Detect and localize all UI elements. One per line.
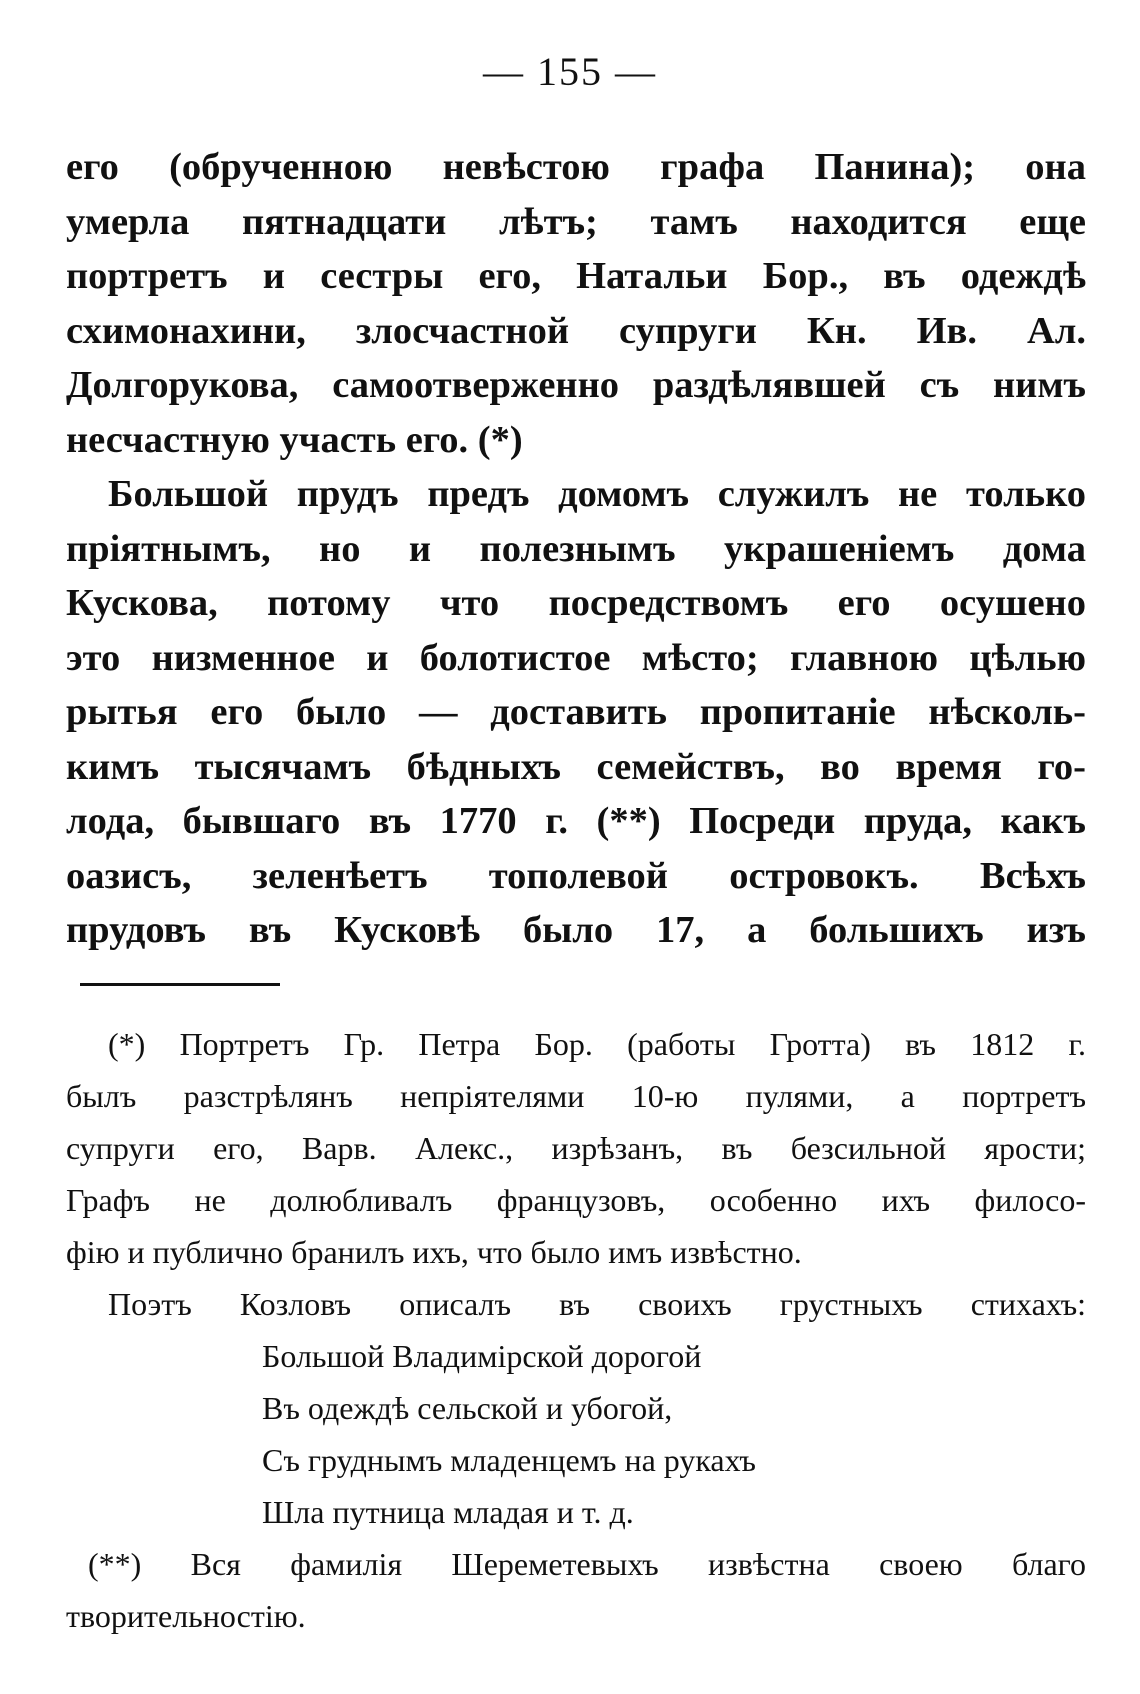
text-line: схимонахини, злосчастной супруги Кн. Ив. Ал.: [66, 309, 1086, 352]
main-text: [66, 140, 1086, 958]
text-line: прудовъ въ Кусковѣ было 17, а большихъ изъ: [66, 909, 1086, 951]
poem-line: Съ груднымъ младенцемъ на рукахъ: [262, 1442, 756, 1478]
text-line: умерла пятнадцати лѣтъ; тамъ находится еще: [66, 200, 1086, 243]
text-line: пріятнымъ, но и полезнымъ украшеніемъ дома: [66, 527, 1086, 570]
text-line: это низменное и болотистое мѣсто; главною цѣлью: [66, 636, 1086, 679]
text-line: несчастную участь его. (*): [66, 418, 523, 461]
footnote-line: супруги его, Варв. Алекс., изрѣзанъ, въ безсильной ярости;: [66, 1130, 1086, 1166]
text-line: Кускова, потому что посредствомъ его осушено: [66, 582, 1086, 624]
poem-line: Большой Владимірской дорогой: [262, 1338, 702, 1374]
poem-line: Въ одеждѣ сельской и убогой,: [262, 1390, 673, 1426]
text-line: кимъ тысячамъ бѣдныхъ семействъ, во время го-: [66, 745, 1086, 788]
poem-line: Шла путница младая и т. д.: [262, 1494, 634, 1530]
text-line: оазисъ, зеленѣетъ тополевой островокъ. Всѣхъ: [66, 854, 1086, 897]
footnote-divider: [80, 983, 280, 986]
footnote-line: (*) Портретъ Гр. Петра Бор. (работы Гротта) въ 1812 г.: [108, 1026, 1086, 1062]
footnote-line: (**) Вся фамилія Шереметевыхъ извѣстна своею благо: [88, 1546, 1086, 1582]
footnote-line: Поэтъ Козловъ описалъ въ своихъ грустныхъ стихахъ:: [108, 1286, 1086, 1322]
footnote-line: былъ разстрѣлянъ непріятелями 10-ю пулями, а портретъ: [66, 1078, 1086, 1114]
footnote-line: творительностію.: [66, 1598, 306, 1634]
text-line: портретъ и сестры его, Натальи Бор., въ одеждѣ: [66, 255, 1086, 297]
text-line: его (обрученною невѣстою графа Панина); она: [66, 146, 1086, 188]
footnote-line: фію и публично бранилъ ихъ, что было имъ извѣстно.: [66, 1234, 802, 1270]
text-line: лода, бывшаго въ 1770 г. (**) Посреди пруда, какъ: [66, 800, 1086, 842]
page-number: — 155 —: [483, 49, 657, 94]
footnotes: [66, 1018, 1086, 1642]
text-line: рытья его было — доставить пропитаніе нѣсколь-: [66, 691, 1086, 733]
text-line: Долгорукова, самоотверженно раздѣлявшей съ нимъ: [66, 364, 1086, 406]
text-line: Большой прудъ предъ домомъ служилъ не только: [108, 473, 1086, 515]
footnote-line: Графъ не долюбливалъ французовъ, особенно ихъ филосо-: [66, 1182, 1086, 1218]
